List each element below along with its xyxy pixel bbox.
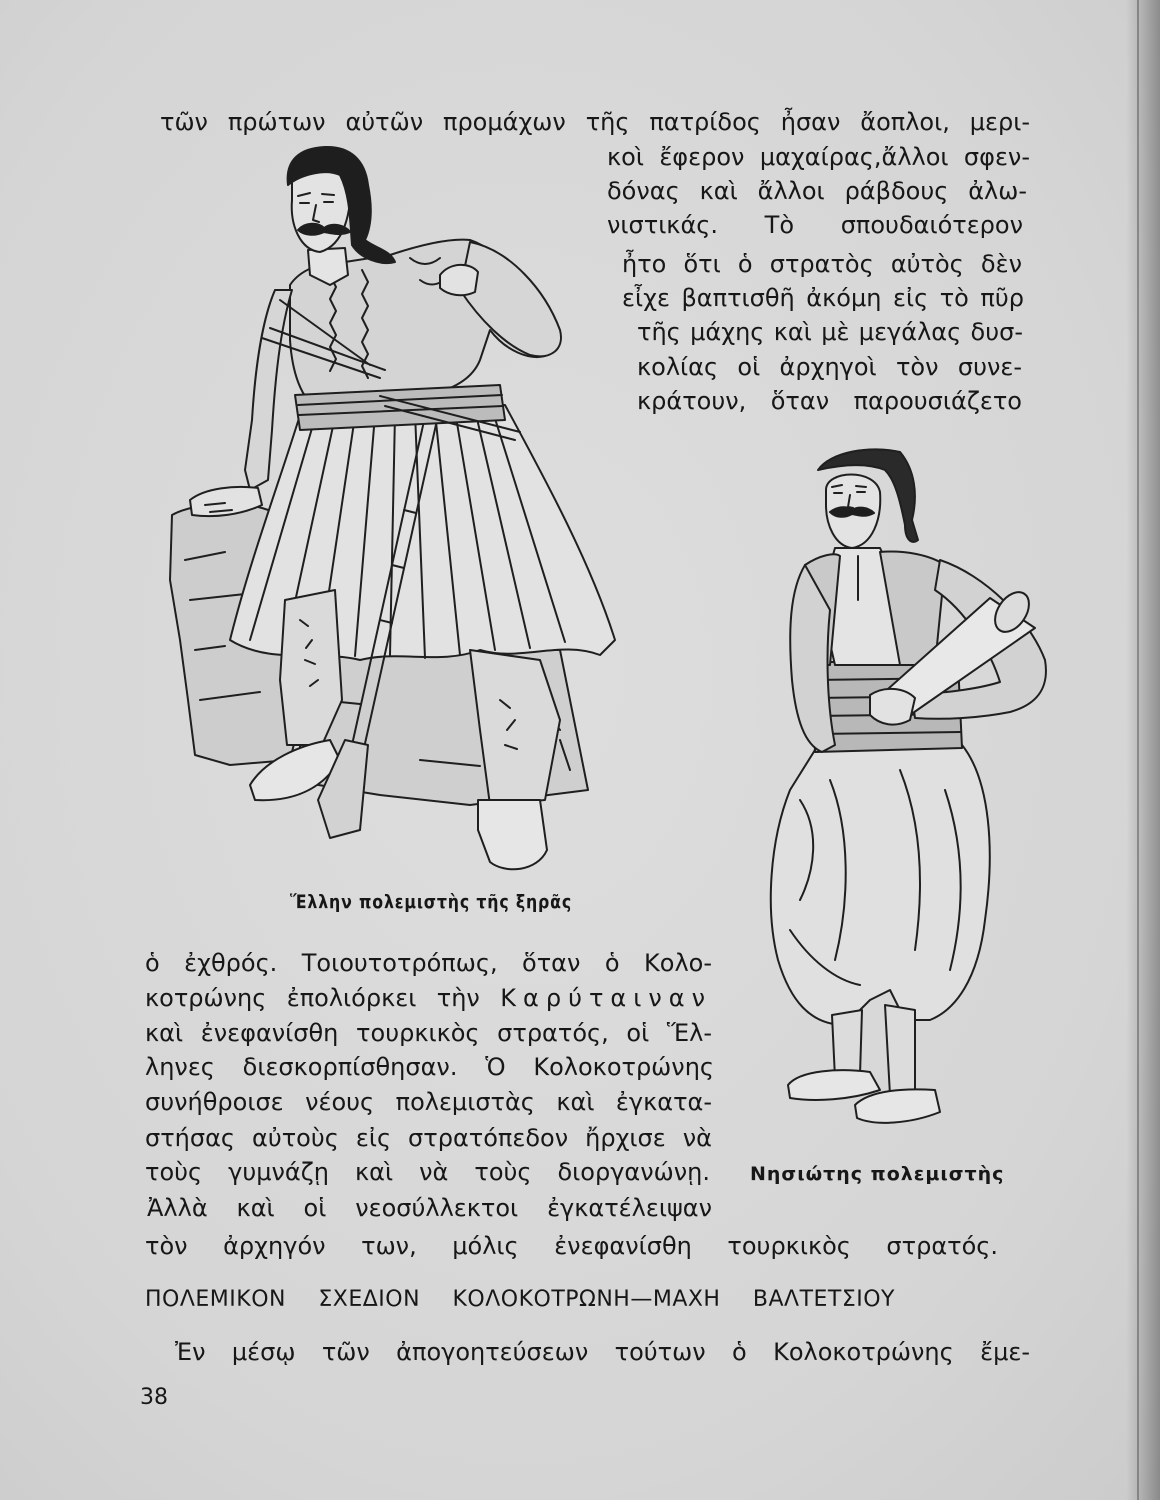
- left-column-line-7: τοὺς γυμνάζῃ καὶ νὰ τοὺς διοργανώνῃ.: [145, 1158, 710, 1186]
- section-heading: ΠΟΛΕΜΙΚΟΝ ΣΧΕΔΙΟΝ ΚΟΛΟΚΟΤΡΩΝΗ—ΜΑΧΗ ΒΑΛΤΕΤΣΙΟΥ: [145, 1287, 895, 1312]
- left-column-line-2-lead: κοτρώνης ἐπολιόρκει τὴν: [145, 984, 480, 1012]
- left-column-line-8: Ἀλλὰ καὶ οἱ νεοσύλλεκτοι ἐγκατέλειψαν: [147, 1194, 712, 1222]
- last-line: Ἐν μέσῳ τῶν ἀπογοητεύσεων τούτων ὁ Κολοκοτρώνης ἔμε-: [175, 1338, 1030, 1366]
- left-column-line-5: συνήθροισε νέους πολεμιστὰς καὶ ἐγκατα-: [145, 1088, 712, 1116]
- page-edge-shadow: [1126, 0, 1160, 1500]
- right-column-line-6: τῆς μάχης καὶ μὲ μεγάλας δυσ-: [637, 318, 1023, 346]
- emphasized-place-name: Καρύταιναν: [500, 984, 712, 1012]
- caption-mainland-warrior: Ἕλλην πολεμιστὴς τῆς ξηρᾶς: [290, 891, 572, 913]
- left-column-line-6: στήσας αὐτοὺς εἰς στρατόπεδον ἤρχισε νὰ: [145, 1124, 712, 1152]
- left-column-line-9: τὸν ἀρχηγόν των, μόλις ἐνεφανίσθη τουρκικὸς στρατός.: [145, 1232, 998, 1260]
- right-column-line-4: ἦτο ὅτι ὁ στρατὸς αὐτὸς δὲν: [622, 250, 1022, 278]
- right-column-line-8: κράτουν, ὅταν παρουσιάζετο: [637, 387, 1022, 415]
- page-number: 38: [140, 1385, 168, 1410]
- caption-island-warrior: Νησιώτης πολεμιστὴς: [750, 1163, 1005, 1185]
- right-column-line-2: δόνας καὶ ἄλλοι ράβδους ἀλω-: [607, 177, 1027, 205]
- left-column-line-1: ὁ ἐχθρός. Τοιουτοτρόπως, ὅταν ὁ Κολο-: [145, 949, 712, 977]
- right-column-line-5: εἶχε βαπτισθῆ ἀκόμη εἰς τὸ πῦρ: [622, 284, 1024, 312]
- right-column-line-3: νιστικάς. Τὸ σπουδαιότερον: [607, 211, 1023, 239]
- left-column-line-4: ληνες διεσκορπίσθησαν. Ὁ Κολοκοτρώνης: [145, 1053, 714, 1081]
- left-column-line-2: [145, 981, 712, 1015]
- page-edge-line: [1137, 0, 1139, 1500]
- left-column-line-3: καὶ ἐνεφανίσθη τουρκικὸς στρατός, οἱ Ἕλ-: [145, 1019, 712, 1047]
- right-column-line-1: κοὶ ἔφερον μαχαίρας,ἄλλοι σφεν-: [607, 143, 1030, 171]
- right-column-line-7: κολίας οἱ ἀρχηγοὶ τὸν συνε-: [637, 353, 1022, 381]
- top-line: τῶν πρώτων αὐτῶν προμάχων τῆς πατρίδος ἦσαν ἄοπλοι, μερι-: [160, 108, 1030, 136]
